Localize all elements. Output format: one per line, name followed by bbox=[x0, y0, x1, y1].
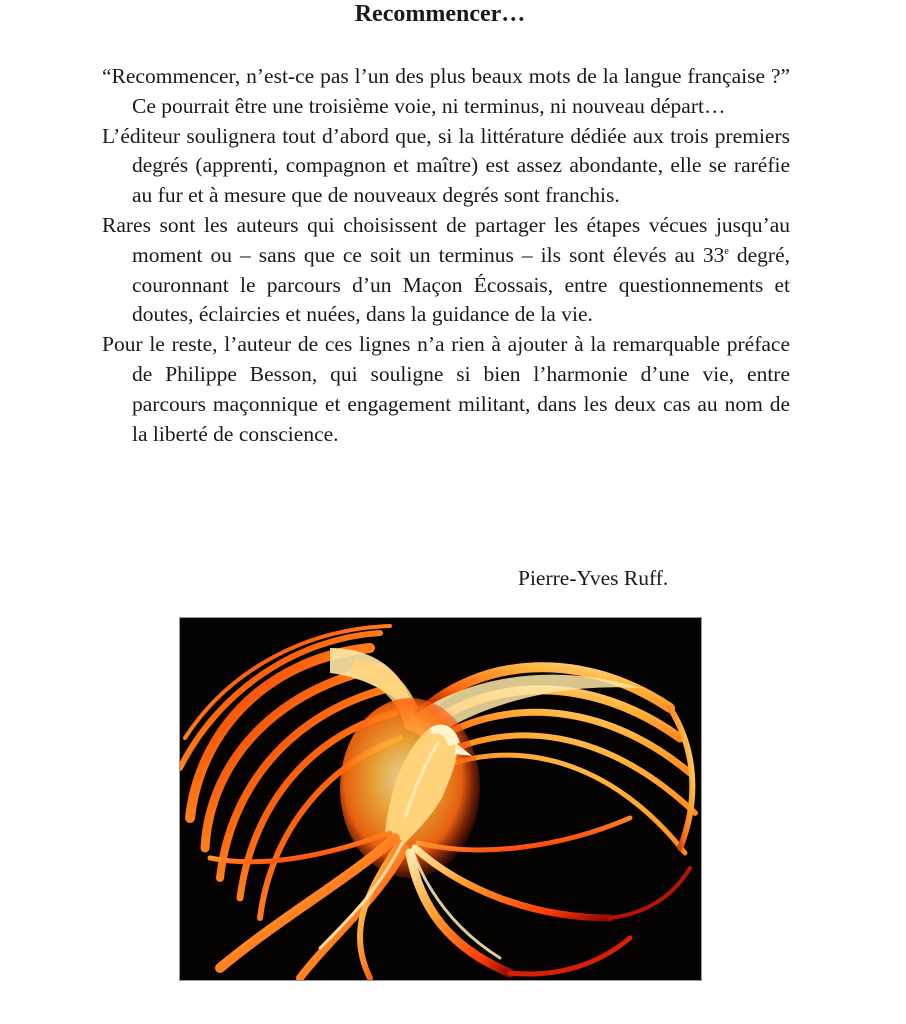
author-signature: Pierre-Yves Ruff. bbox=[518, 566, 669, 590]
paragraph-2: L’éditeur soulignera tout d’abord que, si la littérature dédiée aux trois premiers degrés (apprenti, compagnon et maître) est assez abondante, elle se raréfie au fur et à mesure que de nouveaux degrés sont franchis. bbox=[102, 123, 790, 208]
paragraph-1: “Recommencer, n’est-ce pas l’un des plus beaux mots de la langue française ?” Ce pourrait être une troisième voie, ni terminus, ni nouveau départ… bbox=[102, 64, 790, 118]
document-body bbox=[102, 62, 790, 449]
paragraph-3-text-before: Rares sont les auteurs qui choisissent de partager les étapes vécues jusqu’au moment ou – sans que ce soit un terminus – ils sont élevés au 33 bbox=[102, 212, 790, 267]
degree-superscript: e bbox=[724, 245, 729, 257]
paragraph-3-text-after: degré, couronnant le parcours d’un Maçon Écossais, entre questionnements et doutes, éclaircies et nuées, dans la guidance de la vie. bbox=[132, 242, 791, 327]
phoenix-illustration bbox=[180, 618, 701, 980]
phoenix-icon bbox=[180, 618, 701, 980]
paragraph-4: Pour le reste, l’auteur de ces lignes n’a rien à ajouter à la remarquable préface de Philippe Besson, qui souligne si bien l’harmonie d’une vie, entre parcours maçonnique et engagement militant, dans les deux cas au nom de la liberté de conscience. bbox=[102, 332, 790, 446]
page-title: Recommencer… bbox=[354, 1, 526, 27]
paragraph-3 bbox=[102, 211, 790, 330]
